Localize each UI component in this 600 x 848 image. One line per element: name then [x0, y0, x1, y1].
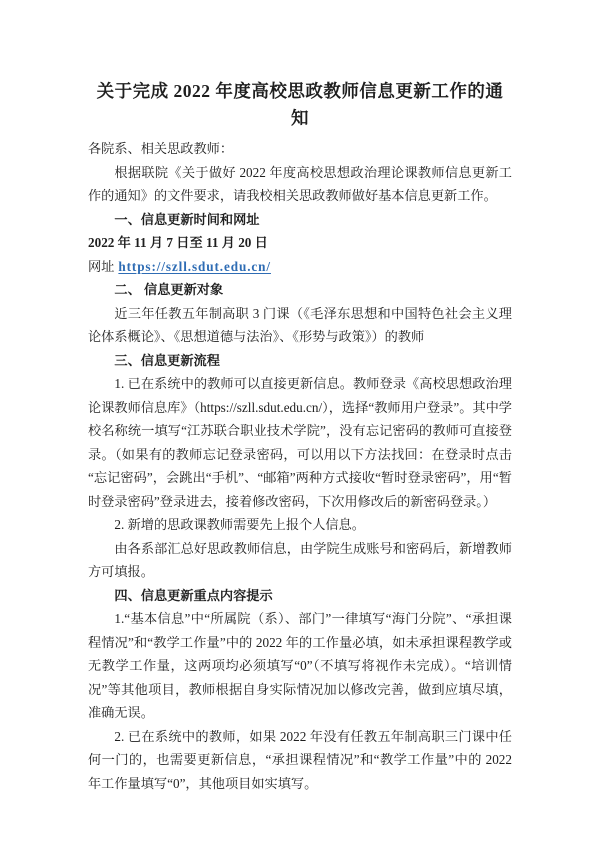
- section-1: [88, 208, 512, 279]
- section-3-item-1: 1. 已在系统中的教师可以直接更新信息。教师登录《高校思想政治理论课教师信息库》（https://szll.sdut.edu.cn/），选择“教师用户登录”。其中学校名称统一填写“江苏联合职业技术学院”，没有忘记密码的教师可直接登录。（如果有的教师忘记登录密码，可以用以下方法找回：在登录时点击“忘记密码”，会跳出“手机”、“邮箱”两种方式接收“暂时登录密码”，用“暂时登录密码”登录进去，接着修改密码，下次用修改后的新密码登录。）: [88, 376, 512, 509]
- section-4-item-2: 2. 已在系统中的教师，如果 2022 年没有任教五年制高职三门课中任何一门的，也需要更新信息，“承担课程情况”和“教学工作量”中的 2022 年工作量填写“0”，其他项目如实填写。: [88, 728, 512, 791]
- intro-paragraph: 根据联院《关于做好 2022 年度高校思想政治理论课教师信息更新工作的通知》的文件要求，请我校相关思政教师做好基本信息更新工作。: [88, 164, 512, 203]
- website-label: 网址: [88, 258, 115, 274]
- section-3-heading: 三、信息更新流程: [114, 352, 220, 368]
- website-link[interactable]: https://szll.sdut.edu.cn/: [118, 258, 271, 274]
- date-range: 2022 年 11 月 7 日至 11 月 20 日: [88, 235, 268, 250]
- section-1-heading: 一、信息更新时间和网址: [114, 211, 260, 227]
- section-4-item-1: 1.“基本信息”中“所属院（系）、部门”一律填写“海门分院”、“承担课程情况”和“教学工作量”中的 2022 年的工作量必填，如未承担课程教学或无教学工作量，这两项均必须填写“0”（不填写将视作未完成）。“培训情况”等其他项目，教师根据自身实际情况加以修改完善，做到应填尽填，准确无误。: [88, 611, 512, 720]
- section-4-heading: 四、信息更新重点内容提示: [114, 587, 273, 603]
- section-2: [88, 278, 512, 349]
- section-2-body: 近三年任教五年制高职 3 门课（《毛泽东思想和中国特色社会主义理论体系概论》、《思想道德与法治》、《形势与政策》）的教师: [88, 305, 512, 344]
- section-2-heading: 二、 信息更新对象: [114, 282, 224, 297]
- section-3: [88, 349, 512, 584]
- salutation: 各院系、相关思政教师：: [88, 141, 234, 156]
- document-content: [88, 78, 512, 795]
- section-4: [88, 584, 512, 796]
- section-3-item-2: 2. 新增的思政课教师需要先上报个人信息。: [114, 517, 365, 532]
- section-3-item-2-note: 由各系部汇总好思政教师信息，由学院生成账号和密码后，新增教师方可填报。: [88, 540, 512, 579]
- document-title: 关于完成 2022 年度高校思政教师信息更新工作的通知: [96, 81, 504, 128]
- website-line: [88, 255, 512, 279]
